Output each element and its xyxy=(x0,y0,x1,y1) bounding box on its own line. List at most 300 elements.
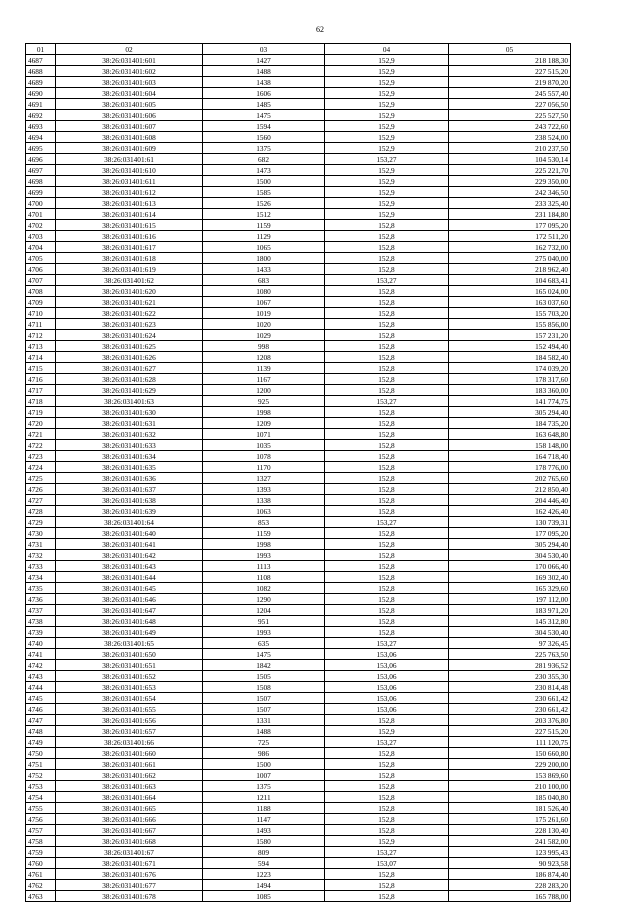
row-number-cell: 4703 xyxy=(26,231,56,242)
area-cell: 635 xyxy=(203,638,325,649)
area-cell: 925 xyxy=(203,396,325,407)
row-number-cell: 4745 xyxy=(26,693,56,704)
cadastral-number-cell: 38:26:031401:66 xyxy=(56,737,203,748)
area-cell: 682 xyxy=(203,154,325,165)
cadastral-value-cell: 104 683,41 xyxy=(449,275,571,286)
row-number-cell: 4744 xyxy=(26,682,56,693)
table-row xyxy=(26,726,571,737)
row-number-cell: 4757 xyxy=(26,825,56,836)
area-cell: 1433 xyxy=(203,264,325,275)
table-row xyxy=(26,803,571,814)
cadastral-number-cell: 38:26:031401:604 xyxy=(56,88,203,99)
row-number-cell: 4694 xyxy=(26,132,56,143)
row-number-cell: 4750 xyxy=(26,748,56,759)
cadastral-value-cell: 170 066,40 xyxy=(449,561,571,572)
cadastral-number-cell: 38:26:031401:617 xyxy=(56,242,203,253)
table-row xyxy=(26,253,571,264)
cadastral-value-cell: 157 231,20 xyxy=(449,330,571,341)
cadastral-value-cell: 230 355,30 xyxy=(449,671,571,682)
cadastral-number-cell: 38:26:031401:614 xyxy=(56,209,203,220)
cadastral-number-cell: 38:26:031401:624 xyxy=(56,330,203,341)
rate-cell: 152,8 xyxy=(325,242,449,253)
cadastral-value-cell: 225 221,70 xyxy=(449,165,571,176)
rate-cell: 152,8 xyxy=(325,319,449,330)
row-number-cell: 4697 xyxy=(26,165,56,176)
rate-cell: 152,8 xyxy=(325,627,449,638)
table-row xyxy=(26,385,571,396)
row-number-cell: 4729 xyxy=(26,517,56,528)
row-number-cell: 4762 xyxy=(26,880,56,891)
cadastral-value-cell: 177 095,20 xyxy=(449,220,571,231)
table-row xyxy=(26,451,571,462)
cadastral-value-cell: 130 739,31 xyxy=(449,517,571,528)
rate-cell: 152,8 xyxy=(325,264,449,275)
rate-cell: 152,8 xyxy=(325,528,449,539)
cadastral-number-cell: 38:26:031401:629 xyxy=(56,385,203,396)
row-number-cell: 4706 xyxy=(26,264,56,275)
table-row xyxy=(26,660,571,671)
cadastral-value-cell: 178 317,60 xyxy=(449,374,571,385)
row-number-cell: 4716 xyxy=(26,374,56,385)
cadastral-number-cell: 38:26:031401:643 xyxy=(56,561,203,572)
table-row xyxy=(26,121,571,132)
area-cell: 1800 xyxy=(203,253,325,264)
area-cell: 1998 xyxy=(203,407,325,418)
rate-cell: 152,8 xyxy=(325,550,449,561)
cadastral-number-cell: 38:26:031401:651 xyxy=(56,660,203,671)
rate-cell: 152,8 xyxy=(325,539,449,550)
cadastral-value-cell: 181 526,40 xyxy=(449,803,571,814)
area-cell: 1327 xyxy=(203,473,325,484)
table-row xyxy=(26,836,571,847)
rate-cell: 152,8 xyxy=(325,792,449,803)
rate-cell: 153,27 xyxy=(325,517,449,528)
row-number-cell: 4749 xyxy=(26,737,56,748)
table-row xyxy=(26,825,571,836)
rate-cell: 152,8 xyxy=(325,759,449,770)
cadastral-number-cell: 38:26:031401:653 xyxy=(56,682,203,693)
cadastral-number-cell: 38:26:031401:654 xyxy=(56,693,203,704)
area-cell: 1029 xyxy=(203,330,325,341)
cadastral-value-cell: 183 360,00 xyxy=(449,385,571,396)
rate-cell: 152,8 xyxy=(325,825,449,836)
table-row xyxy=(26,528,571,539)
area-cell: 1223 xyxy=(203,869,325,880)
row-number-cell: 4725 xyxy=(26,473,56,484)
table-row xyxy=(26,704,571,715)
cadastral-value-cell: 281 936,52 xyxy=(449,660,571,671)
table-row xyxy=(26,814,571,825)
cadastral-value-cell: 227 515,20 xyxy=(449,726,571,737)
cadastral-value-cell: 162 426,40 xyxy=(449,506,571,517)
cadastral-number-cell: 38:26:031401:678 xyxy=(56,891,203,902)
table-row xyxy=(26,132,571,143)
table-row xyxy=(26,363,571,374)
row-number-cell: 4715 xyxy=(26,363,56,374)
row-number-cell: 4758 xyxy=(26,836,56,847)
table-row xyxy=(26,792,571,803)
table-row xyxy=(26,319,571,330)
cadastral-value-cell: 185 040,80 xyxy=(449,792,571,803)
cadastral-number-cell: 38:26:031401:676 xyxy=(56,869,203,880)
cadastral-value-cell: 153 869,60 xyxy=(449,770,571,781)
area-cell: 1993 xyxy=(203,627,325,638)
cadastral-value-cell: 225 527,50 xyxy=(449,110,571,121)
cadastral-number-cell: 38:26:031401:637 xyxy=(56,484,203,495)
row-number-cell: 4737 xyxy=(26,605,56,616)
row-number-cell: 4705 xyxy=(26,253,56,264)
table-row xyxy=(26,880,571,891)
rate-cell: 152,8 xyxy=(325,385,449,396)
cadastral-number-cell: 38:26:031401:62 xyxy=(56,275,203,286)
cadastral-number-cell: 38:26:031401:641 xyxy=(56,539,203,550)
row-number-cell: 4724 xyxy=(26,462,56,473)
cadastral-value-cell: 241 582,00 xyxy=(449,836,571,847)
cadastral-value-cell: 177 095,20 xyxy=(449,528,571,539)
row-number-cell: 4756 xyxy=(26,814,56,825)
column-header-01: 01 xyxy=(26,44,56,55)
table-row xyxy=(26,594,571,605)
row-number-cell: 4696 xyxy=(26,154,56,165)
rate-cell: 152,8 xyxy=(325,451,449,462)
cadastral-value-cell: 186 874,40 xyxy=(449,869,571,880)
cadastral-value-cell: 243 722,60 xyxy=(449,121,571,132)
row-number-cell: 4738 xyxy=(26,616,56,627)
cadastral-number-cell: 38:26:031401:609 xyxy=(56,143,203,154)
rate-cell: 152,8 xyxy=(325,341,449,352)
table-row xyxy=(26,154,571,165)
cadastral-value-cell: 141 774,75 xyxy=(449,396,571,407)
area-cell: 1035 xyxy=(203,440,325,451)
area-cell: 1993 xyxy=(203,550,325,561)
area-cell: 1082 xyxy=(203,583,325,594)
rate-cell: 152,9 xyxy=(325,110,449,121)
rate-cell: 152,9 xyxy=(325,77,449,88)
rate-cell: 152,8 xyxy=(325,308,449,319)
row-number-cell: 4712 xyxy=(26,330,56,341)
table-row xyxy=(26,264,571,275)
cadastral-number-cell: 38:26:031401:628 xyxy=(56,374,203,385)
cadastral-number-cell: 38:26:031401:649 xyxy=(56,627,203,638)
area-cell: 1007 xyxy=(203,770,325,781)
row-number-cell: 4751 xyxy=(26,759,56,770)
cadastral-number-cell: 38:26:031401:665 xyxy=(56,803,203,814)
area-cell: 1488 xyxy=(203,66,325,77)
cadastral-value-cell: 227 515,20 xyxy=(449,66,571,77)
area-cell: 1159 xyxy=(203,528,325,539)
table-row xyxy=(26,561,571,572)
area-cell: 1505 xyxy=(203,671,325,682)
row-number-cell: 4730 xyxy=(26,528,56,539)
row-number-cell: 4717 xyxy=(26,385,56,396)
row-number-cell: 4692 xyxy=(26,110,56,121)
cadastral-value-cell: 203 376,80 xyxy=(449,715,571,726)
rate-cell: 152,8 xyxy=(325,506,449,517)
row-number-cell: 4690 xyxy=(26,88,56,99)
rate-cell: 152,8 xyxy=(325,781,449,792)
table-row xyxy=(26,858,571,869)
rate-cell: 152,9 xyxy=(325,836,449,847)
cadastral-value-cell: 163 037,60 xyxy=(449,297,571,308)
cadastral-number-cell: 38:26:031401:67 xyxy=(56,847,203,858)
area-cell: 1209 xyxy=(203,418,325,429)
cadastral-value-cell: 172 511,20 xyxy=(449,231,571,242)
cadastral-value-cell: 165 788,00 xyxy=(449,891,571,902)
area-cell: 1494 xyxy=(203,880,325,891)
area-cell: 1500 xyxy=(203,759,325,770)
rate-cell: 152,9 xyxy=(325,121,449,132)
cadastral-number-cell: 38:26:031401:612 xyxy=(56,187,203,198)
row-number-cell: 4714 xyxy=(26,352,56,363)
table-row xyxy=(26,693,571,704)
cadastral-value-cell: 163 648,80 xyxy=(449,429,571,440)
rate-cell: 152,9 xyxy=(325,99,449,110)
table-row xyxy=(26,550,571,561)
area-cell: 1580 xyxy=(203,836,325,847)
cadastral-value-cell: 204 446,40 xyxy=(449,495,571,506)
table-row xyxy=(26,891,571,902)
area-cell: 853 xyxy=(203,517,325,528)
table-row xyxy=(26,286,571,297)
area-cell: 1842 xyxy=(203,660,325,671)
row-number-cell: 4698 xyxy=(26,176,56,187)
cadastral-value-cell: 183 971,20 xyxy=(449,605,571,616)
rate-cell: 153,06 xyxy=(325,660,449,671)
cadastral-number-cell: 38:26:031401:668 xyxy=(56,836,203,847)
cadastral-number-cell: 38:26:031401:635 xyxy=(56,462,203,473)
cadastral-value-cell: 304 530,40 xyxy=(449,627,571,638)
area-cell: 1211 xyxy=(203,792,325,803)
cadastral-value-cell: 230 814,48 xyxy=(449,682,571,693)
cadastral-value-cell: 123 995,43 xyxy=(449,847,571,858)
area-cell: 1475 xyxy=(203,110,325,121)
cadastral-value-cell: 155 856,00 xyxy=(449,319,571,330)
area-cell: 998 xyxy=(203,341,325,352)
cadastral-number-cell: 38:26:031401:623 xyxy=(56,319,203,330)
table-row xyxy=(26,55,571,66)
table-row xyxy=(26,110,571,121)
area-cell: 1085 xyxy=(203,891,325,902)
rate-cell: 153,27 xyxy=(325,737,449,748)
area-cell: 1507 xyxy=(203,704,325,715)
row-number-cell: 4693 xyxy=(26,121,56,132)
cadastral-number-cell: 38:26:031401:648 xyxy=(56,616,203,627)
table-row xyxy=(26,242,571,253)
rate-cell: 152,8 xyxy=(325,572,449,583)
row-number-cell: 4748 xyxy=(26,726,56,737)
row-number-cell: 4741 xyxy=(26,649,56,660)
row-number-cell: 4704 xyxy=(26,242,56,253)
area-cell: 1585 xyxy=(203,187,325,198)
table-row xyxy=(26,88,571,99)
area-cell: 594 xyxy=(203,858,325,869)
rate-cell: 153,27 xyxy=(325,275,449,286)
cadastral-number-cell: 38:26:031401:605 xyxy=(56,99,203,110)
cadastral-number-cell: 38:26:031401:613 xyxy=(56,198,203,209)
cadastral-number-cell: 38:26:031401:667 xyxy=(56,825,203,836)
cadastral-number-cell: 38:26:031401:610 xyxy=(56,165,203,176)
cadastral-number-cell: 38:26:031401:621 xyxy=(56,297,203,308)
cadastral-number-cell: 38:26:031401:615 xyxy=(56,220,203,231)
area-cell: 1065 xyxy=(203,242,325,253)
rate-cell: 152,8 xyxy=(325,803,449,814)
row-number-cell: 4735 xyxy=(26,583,56,594)
row-number-cell: 4707 xyxy=(26,275,56,286)
rate-cell: 152,8 xyxy=(325,594,449,605)
table-row xyxy=(26,605,571,616)
cadastral-number-cell: 38:26:031401:627 xyxy=(56,363,203,374)
cadastral-number-cell: 38:26:031401:650 xyxy=(56,649,203,660)
row-number-cell: 4709 xyxy=(26,297,56,308)
rate-cell: 152,8 xyxy=(325,583,449,594)
rate-cell: 153,06 xyxy=(325,704,449,715)
row-number-cell: 4728 xyxy=(26,506,56,517)
area-cell: 1290 xyxy=(203,594,325,605)
rate-cell: 152,9 xyxy=(325,55,449,66)
rate-cell: 152,8 xyxy=(325,286,449,297)
rate-cell: 152,9 xyxy=(325,209,449,220)
area-cell: 1488 xyxy=(203,726,325,737)
row-number-cell: 4720 xyxy=(26,418,56,429)
table-row xyxy=(26,627,571,638)
cadastral-value-cell: 242 346,50 xyxy=(449,187,571,198)
cadastral-number-cell: 38:26:031401:64 xyxy=(56,517,203,528)
cadastral-number-cell: 38:26:031401:601 xyxy=(56,55,203,66)
row-number-cell: 4763 xyxy=(26,891,56,902)
cadastral-value-cell: 165 329,60 xyxy=(449,583,571,594)
cadastral-value-cell: 225 763,50 xyxy=(449,649,571,660)
rate-cell: 153,07 xyxy=(325,858,449,869)
cadastral-number-cell: 38:26:031401:638 xyxy=(56,495,203,506)
cadastral-number-cell: 38:26:031401:647 xyxy=(56,605,203,616)
cadastral-value-cell: 155 703,20 xyxy=(449,308,571,319)
row-number-cell: 4722 xyxy=(26,440,56,451)
area-cell: 1067 xyxy=(203,297,325,308)
cadastral-number-cell: 38:26:031401:63 xyxy=(56,396,203,407)
area-cell: 1108 xyxy=(203,572,325,583)
cadastral-value-cell: 218 962,40 xyxy=(449,264,571,275)
table-row xyxy=(26,396,571,407)
area-cell: 809 xyxy=(203,847,325,858)
row-number-cell: 4754 xyxy=(26,792,56,803)
cadastral-value-cell: 104 530,14 xyxy=(449,154,571,165)
rate-cell: 152,8 xyxy=(325,561,449,572)
cadastral-value-table xyxy=(25,43,571,902)
cadastral-value-cell: 152 494,40 xyxy=(449,341,571,352)
area-cell: 1204 xyxy=(203,605,325,616)
rate-cell: 152,9 xyxy=(325,726,449,737)
cadastral-number-cell: 38:26:031401:608 xyxy=(56,132,203,143)
cadastral-number-cell: 38:26:031401:632 xyxy=(56,429,203,440)
cadastral-number-cell: 38:26:031401:664 xyxy=(56,792,203,803)
table-row xyxy=(26,616,571,627)
rate-cell: 152,8 xyxy=(325,869,449,880)
cadastral-value-cell: 231 184,80 xyxy=(449,209,571,220)
table-row xyxy=(26,495,571,506)
cadastral-value-cell: 145 312,80 xyxy=(449,616,571,627)
row-number-cell: 4743 xyxy=(26,671,56,682)
cadastral-number-cell: 38:26:031401:661 xyxy=(56,759,203,770)
table-row xyxy=(26,176,571,187)
table-row xyxy=(26,682,571,693)
table-row xyxy=(26,297,571,308)
table-row xyxy=(26,143,571,154)
table-row xyxy=(26,473,571,484)
cadastral-value-cell: 219 870,20 xyxy=(449,77,571,88)
area-cell: 1560 xyxy=(203,132,325,143)
table-row xyxy=(26,330,571,341)
rate-cell: 152,8 xyxy=(325,473,449,484)
row-number-cell: 4746 xyxy=(26,704,56,715)
rate-cell: 153,06 xyxy=(325,682,449,693)
table-row xyxy=(26,77,571,88)
table-row xyxy=(26,99,571,110)
cadastral-value-cell: 111 120,75 xyxy=(449,737,571,748)
rate-cell: 152,9 xyxy=(325,165,449,176)
area-cell: 1998 xyxy=(203,539,325,550)
table-row xyxy=(26,418,571,429)
cadastral-value-cell: 227 056,50 xyxy=(449,99,571,110)
row-number-cell: 4695 xyxy=(26,143,56,154)
cadastral-number-cell: 38:26:031401:61 xyxy=(56,154,203,165)
cadastral-value-cell: 230 661,42 xyxy=(449,693,571,704)
cadastral-number-cell: 38:26:031401:657 xyxy=(56,726,203,737)
cadastral-value-cell: 158 148,00 xyxy=(449,440,571,451)
area-cell: 1139 xyxy=(203,363,325,374)
table-row xyxy=(26,748,571,759)
row-number-cell: 4713 xyxy=(26,341,56,352)
cadastral-value-cell: 228 283,20 xyxy=(449,880,571,891)
cadastral-value-cell: 233 325,40 xyxy=(449,198,571,209)
table-row xyxy=(26,770,571,781)
area-cell: 1159 xyxy=(203,220,325,231)
table-row xyxy=(26,539,571,550)
rate-cell: 152,9 xyxy=(325,143,449,154)
cadastral-number-cell: 38:26:031401:662 xyxy=(56,770,203,781)
cadastral-value-cell: 175 261,60 xyxy=(449,814,571,825)
area-cell: 1129 xyxy=(203,231,325,242)
area-cell: 1020 xyxy=(203,319,325,330)
rate-cell: 152,8 xyxy=(325,440,449,451)
area-cell: 1493 xyxy=(203,825,325,836)
cadastral-number-cell: 38:26:031401:639 xyxy=(56,506,203,517)
cadastral-number-cell: 38:26:031401:616 xyxy=(56,231,203,242)
cadastral-number-cell: 38:26:031401:644 xyxy=(56,572,203,583)
cadastral-number-cell: 38:26:031401:645 xyxy=(56,583,203,594)
row-number-cell: 4740 xyxy=(26,638,56,649)
area-cell: 1507 xyxy=(203,693,325,704)
row-number-cell: 4721 xyxy=(26,429,56,440)
cadastral-value-cell: 197 112,00 xyxy=(449,594,571,605)
cadastral-number-cell: 38:26:031401:631 xyxy=(56,418,203,429)
area-cell: 1167 xyxy=(203,374,325,385)
cadastral-number-cell: 38:26:031401:656 xyxy=(56,715,203,726)
rate-cell: 152,9 xyxy=(325,198,449,209)
table-row xyxy=(26,275,571,286)
cadastral-value-cell: 97 326,45 xyxy=(449,638,571,649)
table-row xyxy=(26,407,571,418)
table-header-row xyxy=(26,44,571,55)
area-cell: 1508 xyxy=(203,682,325,693)
cadastral-number-cell: 38:26:031401:611 xyxy=(56,176,203,187)
cadastral-value-cell: 228 130,40 xyxy=(449,825,571,836)
table-row xyxy=(26,759,571,770)
rate-cell: 153,27 xyxy=(325,396,449,407)
cadastral-value-cell: 245 557,40 xyxy=(449,88,571,99)
area-cell: 1208 xyxy=(203,352,325,363)
column-header-05: 05 xyxy=(449,44,571,55)
table-row xyxy=(26,165,571,176)
